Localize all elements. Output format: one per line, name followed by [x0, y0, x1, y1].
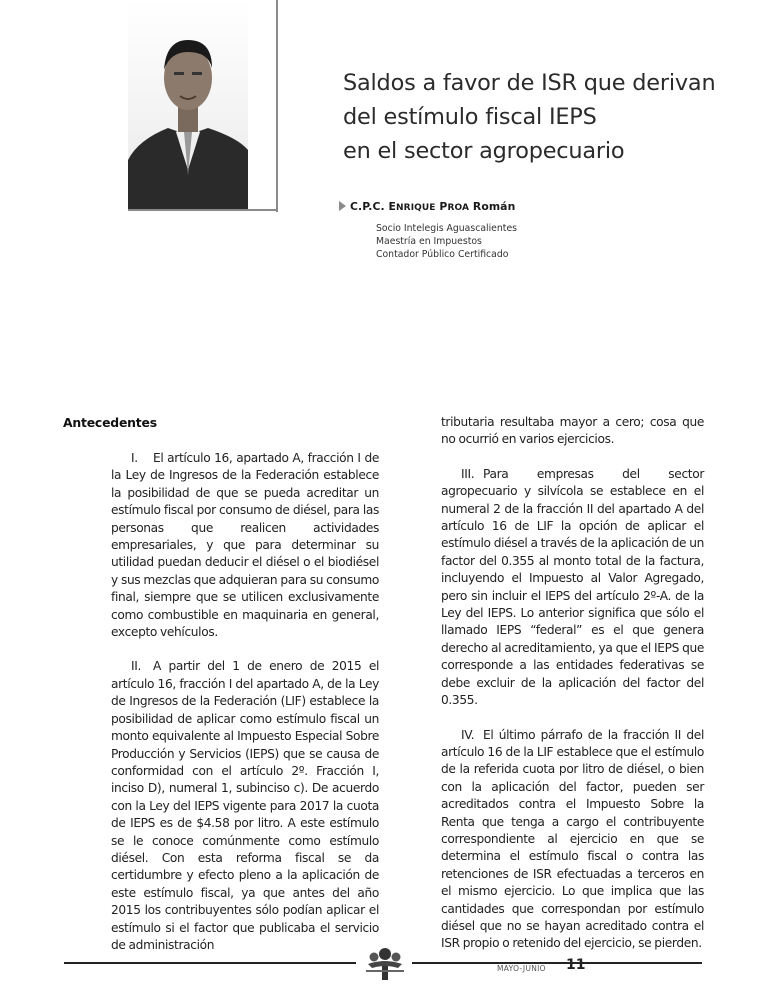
- paragraph-text: A partir del 1 de enero de 2015 el artículo 16, fracción I del apartado A, de la Ley de Ingresos de la Federación (LIF) establece la posibilidad de aplicar como estímulo fiscal un monto equivalente al Impuesto Especial Sobre Producción y Servicios (IEPS) que se causa de conformidad con el artículo 2º. Fracción I, inciso D), numeral 1, subinciso c). De acuerdo con la Ley del IEPS vigente para 2017 la cuota de IEPS es de $4.58 por litro. A este estímulo se le conoce comúnmente como estímulo diésel. Con esta reforma fiscal se da certidumbre y efecto pleno a la aplicación de este estímulo fiscal, ya que antes del año 2015 los contribuyentes sólo podían aplicar el estímulo si el factor que publicaba el servicio de administración: [111, 659, 379, 952]
- author-last-rest: ROA: [447, 202, 470, 213]
- paragraph-number: IV.: [461, 727, 475, 742]
- page-number: 11: [566, 957, 586, 973]
- paragraph-number: II.: [131, 659, 142, 674]
- institute-logo-icon: [360, 944, 410, 982]
- paragraph-text: El artículo 16, apartado A, fracción I de la Ley de Ingresos de la Federación establece la posibilidad de que se pueda acreditar un estímulo fiscal por consumo de diésel, para las personas que realicen actividades empresariales, y que para determinar su utilidad puedan deducir el diésel o el biodiésel y sus mezclas que adquieran para su consumo final, siempre que se utilicen exclusivamente como combustible en maquinaria en general, excepto vehículos.: [111, 451, 379, 640]
- paragraph: [111, 450, 379, 641]
- author-roles: [376, 223, 517, 261]
- paragraph-text: El último párrafo de la fracción II del artículo 16 de la LIF establece que el estímulo de la referida cuota por litro de diésel, o bien con la aplicación del factor, pueden ser acreditados contra el Impuesto Sobre la Renta que tenga a cargo el contribuyente correspondiente al ejercicio en que se determina el estímulo fiscal o contra las retenciones de ISR efectuadas a terceros en el mismo ejercicio. Lo que implica que las cantidades que correspondan por estímulo diésel que no se hayan acreditado contra el ISR propio o retenido del ejercicio, se pierden.: [441, 727, 704, 951]
- author-portrait-icon: [128, 0, 248, 210]
- author-prefix: C.P.C.: [350, 199, 389, 213]
- paragraph-text: Para empresas del sector agropecuario y silvícola se establece en el numeral 2 de la fracción II del apartado A del artículo 16 de LIF la opción de aplicar el estímulo diésel a través de la aplicación de un factor del 0.355 al monto total de la factura, incluyendo el Impuesto al Valor Agregado, pero sin incluir el IEPS del artículo 2º-A. de la Ley del IEPS. Lo anterior significa que sólo el llamado IEPS “federal” es el que genera derecho al acreditamiento, ya que el IEPS que corresponde a las entidades federativas se debe excluir de la aplicación del factor del 0.355.: [441, 466, 704, 708]
- article-column-right: [441, 414, 704, 970]
- arrow-right-icon: [339, 201, 346, 211]
- paragraph-number: I.: [131, 451, 138, 465]
- author-photo: [128, 0, 248, 210]
- author-first-initial: E: [388, 199, 397, 213]
- article-column-left: [63, 414, 379, 971]
- author-last-initial: P: [439, 199, 448, 213]
- author-byline: [339, 197, 515, 215]
- issue-date: MAYO-JUNIO: [497, 964, 546, 973]
- author-role: Maestría en Impuestos: [376, 235, 482, 247]
- header-divider-horizontal: [128, 209, 278, 211]
- author-role: Contador Público Certificado: [376, 248, 509, 260]
- author-name: [350, 200, 515, 213]
- footer-rule-left: [64, 962, 356, 964]
- author-first-rest: NRIQUE: [396, 202, 436, 213]
- header-divider-vertical: [276, 0, 278, 212]
- title-line: en el sector agropecuario: [343, 138, 625, 164]
- footer-rule-right: [412, 962, 702, 964]
- paragraph-continuation: tributaria resultaba mayor a cero; cosa que no ocurrió en varios ejercicios.: [441, 415, 704, 447]
- paragraph: [111, 658, 379, 954]
- paragraph: [441, 466, 704, 710]
- author-role: Socio Intelegis Aguascalientes: [376, 223, 518, 234]
- title-line: del estímulo fiscal IEPS: [343, 104, 597, 130]
- author-last2: Román: [469, 199, 516, 213]
- paragraph: [441, 727, 704, 953]
- title-line: Saldos a favor de ISR que derivan: [343, 70, 716, 96]
- paragraph-number: III.: [461, 466, 475, 481]
- article-title: [343, 66, 743, 168]
- section-title: Antecedentes: [63, 415, 157, 430]
